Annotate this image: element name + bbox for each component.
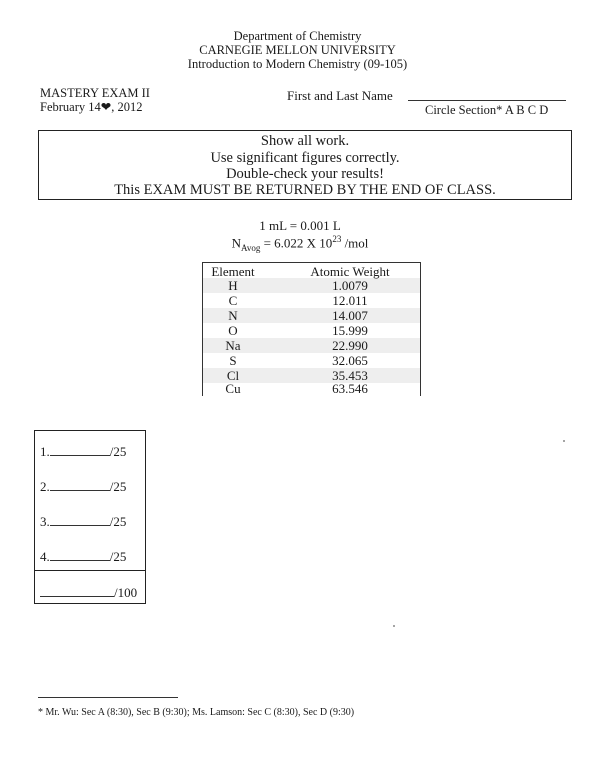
question-max: /25 (109, 549, 127, 564)
atomic-weight: 35.453 (332, 368, 368, 383)
question-number: 2. (40, 479, 50, 494)
question-number: 3. (40, 514, 50, 529)
question-number: 4. (40, 549, 50, 564)
instruction-line: Use significant figures correctly. (210, 150, 400, 166)
volume-conversion: 1 mL = 0.001 L (259, 218, 341, 233)
scan-speck (563, 440, 565, 442)
avogadro-value: = 6.022 X 10 (260, 235, 333, 251)
total-score-blank[interactable] (40, 585, 114, 597)
element-symbol: S (229, 353, 237, 368)
question-max: /25 (109, 514, 127, 529)
exam-date: February 14❤, 2012 (40, 100, 143, 114)
section-selector[interactable]: Circle Section* A B C D (425, 103, 549, 117)
question-max: /25 (109, 444, 127, 459)
element-symbol: Cu (225, 381, 241, 396)
score-blank[interactable] (50, 514, 110, 526)
table-border-right (420, 262, 421, 396)
atomic-weight: 1.0079 (332, 278, 368, 293)
name-label: First and Last Name (287, 88, 393, 103)
avogadro-subscript: Avog (240, 242, 261, 253)
element-symbol: H (228, 278, 238, 293)
department-name: Department of Chemistry (233, 29, 362, 43)
atomic-weight: 32.065 (332, 353, 368, 368)
instruction-line: Double-check your results! (226, 166, 384, 182)
scan-speck (393, 625, 395, 627)
score-divider (34, 570, 146, 571)
atomic-weight: 15.999 (332, 323, 368, 338)
question-max: /25 (109, 479, 127, 494)
atomic-weight: 12.011 (332, 293, 368, 308)
atomic-weight: 63.546 (332, 381, 368, 396)
score-row-q4 (40, 549, 126, 565)
score-blank[interactable] (50, 444, 110, 456)
avogadro-symbol: N (231, 235, 241, 251)
instruction-line: This EXAM MUST BE RETURNED BY THE END OF CLASS. (114, 182, 496, 198)
element-symbol: N (228, 308, 238, 323)
element-symbol: C (228, 293, 238, 308)
score-row-total (40, 585, 137, 601)
score-blank[interactable] (50, 549, 110, 561)
table-header-weight: Atomic Weight (310, 264, 390, 279)
university-name: CARNEGIE MELLON UNIVERSITY (199, 43, 396, 57)
atomic-weight: 14.007 (332, 308, 368, 323)
table-header-element: Element (211, 264, 255, 279)
footnote: * Mr. Wu: Sec A (8:30), Sec B (9:30); Ms. Lamson: Sec C (8:30), Sec D (9:30) (38, 707, 355, 718)
element-symbol: Na (225, 338, 241, 353)
table-border-top (202, 262, 421, 263)
score-row-q2 (40, 479, 126, 495)
exam-title: MASTERY EXAM II (40, 86, 150, 100)
avogadro-unit: /mol (341, 235, 369, 251)
total-max: /100 (114, 585, 138, 600)
avogadro-exponent: 23 (332, 234, 342, 244)
atomic-weight: 22.990 (332, 338, 368, 353)
course-title: Introduction to Modern Chemistry (09-105) (187, 57, 408, 71)
score-row-q1 (40, 444, 126, 460)
score-blank[interactable] (50, 479, 110, 491)
footnote-rule (38, 697, 178, 698)
avogadro-constant (0, 234, 595, 253)
element-symbol: O (228, 323, 238, 338)
element-symbol: Cl (226, 368, 240, 383)
name-field[interactable] (408, 100, 566, 101)
instruction-line: Show all work. (260, 133, 350, 149)
question-number: 1. (40, 444, 50, 459)
score-row-q3 (40, 514, 126, 530)
